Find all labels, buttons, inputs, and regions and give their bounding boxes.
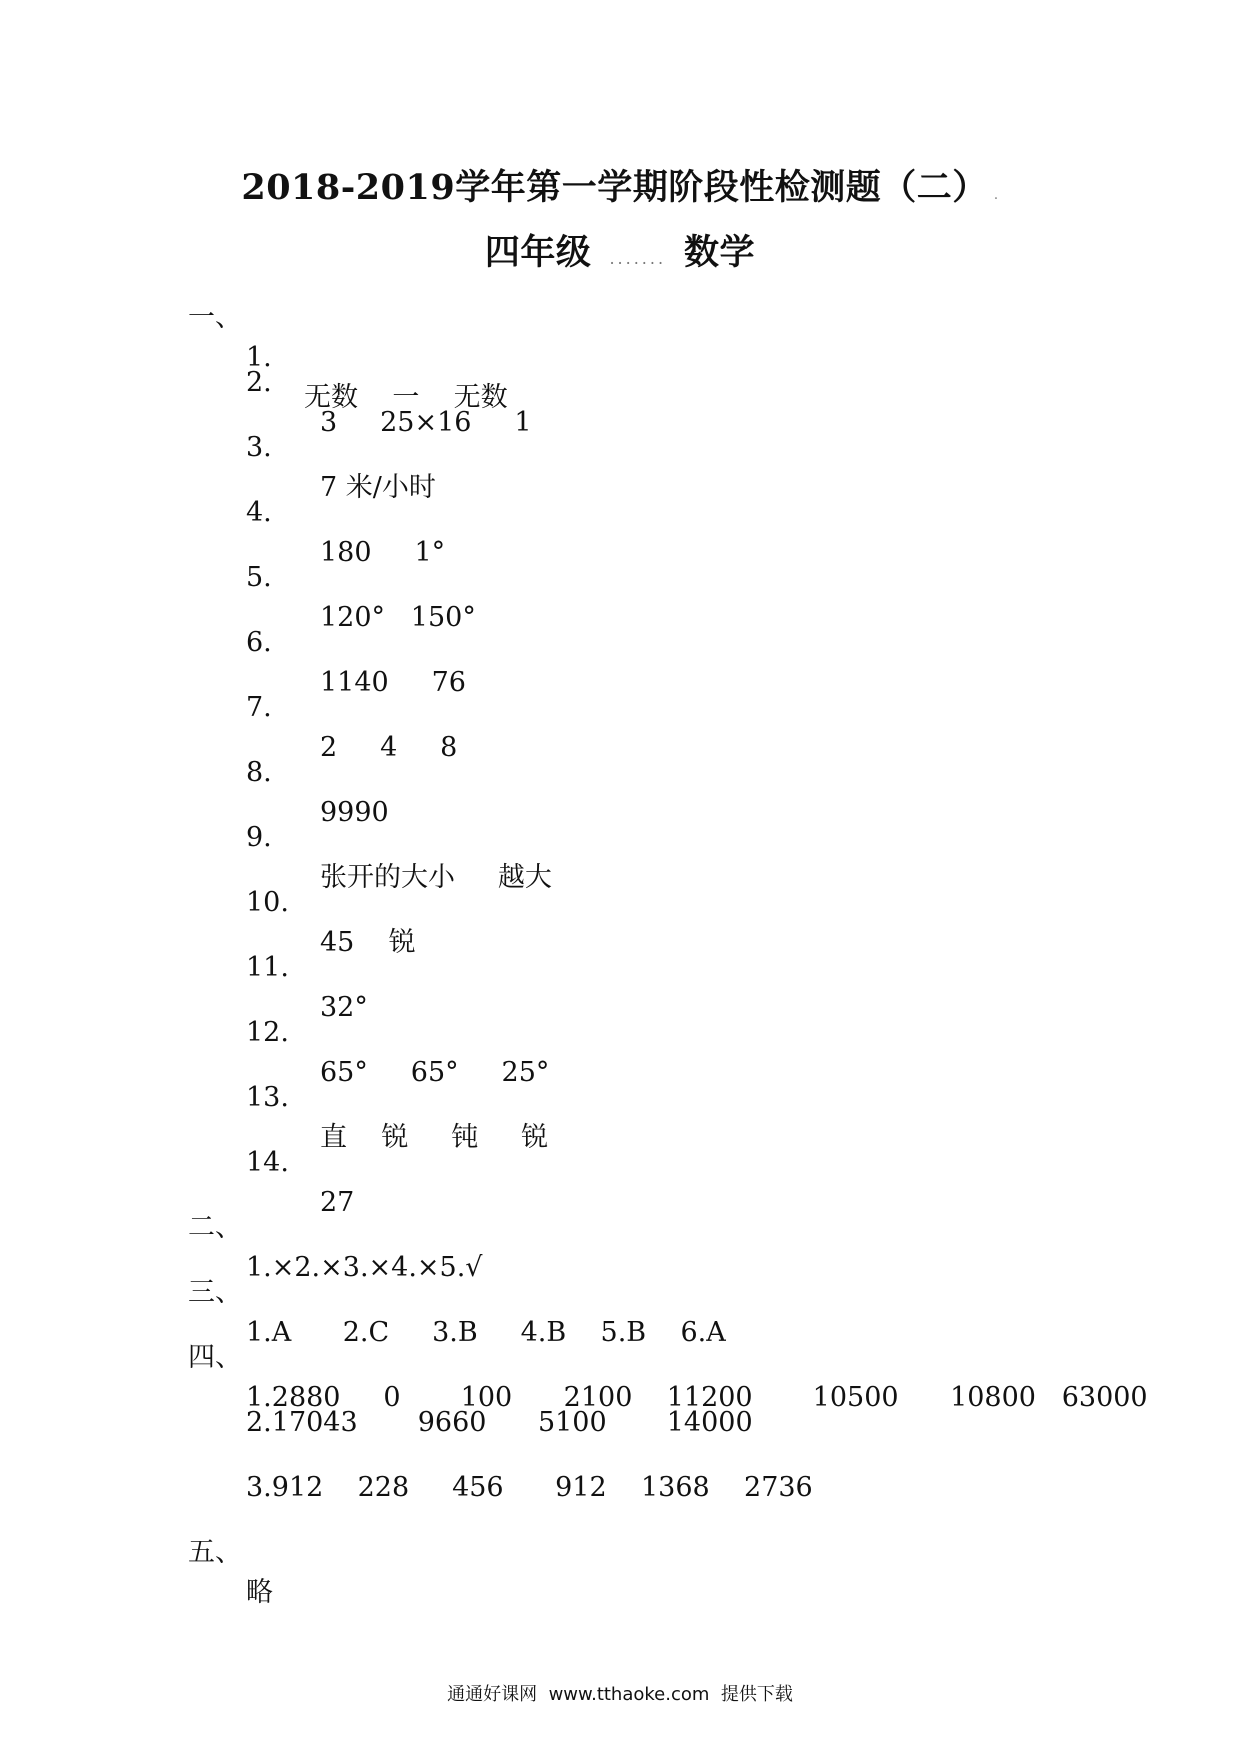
answer-text: 7 米/小时 bbox=[320, 472, 436, 503]
answer-row-1-14 bbox=[0, 1103, 355, 1218]
section-3-answer: 1.A 2.C 3.B 4.B 5.B 6.A bbox=[246, 1317, 726, 1348]
section-2-label: 二、 bbox=[188, 1212, 242, 1243]
section-4-answer: 1.2880 0 100 2100 11200 10500 10800 63000 bbox=[246, 1382, 1148, 1413]
section-2-answer: 1.×2.×3.×4.×5.√ bbox=[246, 1252, 483, 1283]
section-5-row bbox=[0, 1493, 273, 1608]
answer-text: 120° 150° bbox=[320, 602, 476, 633]
answer-text: 2 4 8 bbox=[320, 732, 458, 763]
question-number: 8. bbox=[246, 757, 272, 788]
question-number: 13. bbox=[246, 1082, 289, 1113]
answer-text: 9990 bbox=[320, 797, 389, 828]
question-number: 7. bbox=[246, 692, 272, 723]
title-text: 2018-2019学年第一学期阶段性检测题（二） bbox=[241, 167, 988, 208]
question-number: 6. bbox=[246, 627, 272, 658]
section-4-row-3 bbox=[0, 1428, 813, 1503]
question-number: 10. bbox=[246, 887, 289, 918]
subtitle-dots: ....... bbox=[609, 249, 667, 268]
footer-credit: 通通好课网 www.tthaoke.com 提供下载 bbox=[447, 1684, 793, 1705]
answer-text: 张开的大小 越大 bbox=[320, 862, 552, 893]
answer-text: 32° bbox=[320, 992, 368, 1023]
answer-text: 180 1° bbox=[320, 537, 446, 568]
subject-label: 数学 bbox=[684, 232, 756, 273]
question-number: 9. bbox=[246, 822, 272, 853]
title-trailing-dot: . bbox=[993, 187, 999, 203]
grade-label: 四年级 bbox=[484, 232, 592, 273]
answer-row-1-10 bbox=[0, 843, 416, 958]
answer-text: 直 锐 钝 锐 bbox=[320, 1122, 549, 1153]
question-number: 1. bbox=[246, 342, 272, 373]
question-number: 11. bbox=[246, 952, 289, 983]
section-5-label: 五、 bbox=[188, 1537, 242, 1568]
answer-text: 45 锐 bbox=[320, 927, 416, 958]
subtitle bbox=[0, 225, 1240, 275]
section-3-label: 三、 bbox=[188, 1277, 242, 1308]
question-number: 3. bbox=[246, 432, 272, 463]
question-number: 14. bbox=[246, 1147, 289, 1178]
section-4-answer: 3.912 228 456 912 1368 2736 bbox=[246, 1472, 813, 1503]
answer-text: 27 bbox=[320, 1187, 355, 1218]
question-number: 12. bbox=[246, 1017, 289, 1048]
question-number: 4. bbox=[246, 497, 272, 528]
answer-text: 3 25×16 1 bbox=[320, 407, 532, 438]
section-4-answer: 2.17043 9660 5100 14000 bbox=[246, 1407, 753, 1438]
answer-text: 无数 一 无数 bbox=[304, 382, 508, 413]
answer-row-1-1 bbox=[0, 258, 508, 413]
question-number: 2. bbox=[246, 367, 272, 398]
section-5-answer: 略 bbox=[246, 1577, 273, 1608]
question-number: 5. bbox=[246, 562, 272, 593]
answer-text: 65° 65° 25° bbox=[320, 1057, 550, 1088]
section-4-label: 四、 bbox=[188, 1342, 242, 1373]
section-1-label: 一、 bbox=[188, 302, 242, 333]
page-title bbox=[0, 160, 1240, 210]
answer-text: 1140 76 bbox=[320, 667, 466, 698]
